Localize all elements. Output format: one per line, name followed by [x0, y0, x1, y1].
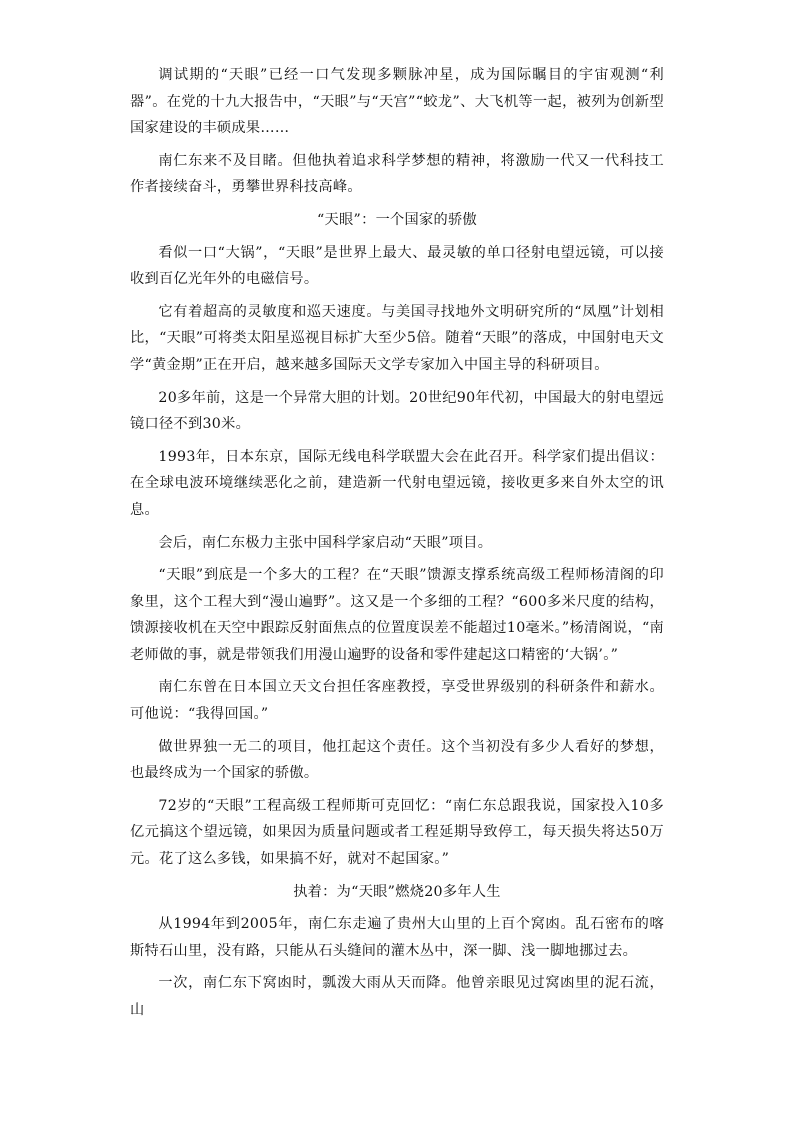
paragraph: 调试期的“天眼”已经一口气发现多颗脉冲星，成为国际瞩目的宇宙观测“利器”。在党的十九大报告中，“天眼”与“天宫”“蛟龙”、大飞机等一起，被列为创新型国家建设的丰硕成果…… — [130, 67, 664, 137]
paragraph: “天眼”到底是一个多大的工程？在“天眼”馈源支撑系统高级工程师杨清阁的印象里，这个工程大到“漫山遍野”。这又是一个多细的工程？“600多米尺度的结构，馈源接收机在天空中跟踪反射面焦点的位置度误差不能超过10毫米。”杨清阁说，“南老师做的事，就是带领我们用漫山遍野的设备和零件建起这口精密的‘大锅’。” — [130, 567, 664, 663]
paragraph: 南仁东来不及目睹。但他执着追求科学梦想的精神，将激励一代又一代科技工作者接续奋斗，勇攀世界科技高峰。 — [130, 152, 664, 196]
section-heading: “天眼”：一个国家的骄傲 — [317, 211, 477, 228]
paragraph: 72岁的“天眼”工程高级工程师斯可克回忆：“南仁东总跟我说，国家投入10多亿元搞这个望远镜，如果因为质量问题或者工程延期导致停工，每天损失将达50万元。花了这么多钱，如果搞不好，就对不起国家。” — [130, 797, 664, 868]
paragraph: 从1994年到2005年，南仁东走遍了贵州大山里的上百个窝凼。乱石密布的喀斯特石山里，没有路，只能从石头缝间的灌木丛中，深一脚、浅一脚地挪过去。 — [130, 916, 664, 959]
paragraph: 它有着超高的灵敏度和巡天速度。与美国寻找地外文明研究所的“凤凰”计划相比，“天眼”可将类太阳星巡视目标扩大至少5倍。随着“天眼”的落成，中国射电天文学“黄金期”正在开启，越来越多国际天文学专家加入中国主导的科研项目。 — [130, 303, 664, 373]
paragraph: 南仁东曾在日本国立天文台担任客座教授，享受世界级别的科研条件和薪水。可他说：“我得回国。” — [130, 679, 664, 723]
paragraph: 20多年前，这是一个异常大胆的计划。20世纪90年代初，中国最大的射电望远镜口径不到30米。 — [130, 389, 664, 433]
paragraph: 会后，南仁东极力主张中国科学家启动“天眼”项目。 — [158, 534, 493, 551]
section-heading: 执着：为“天眼”燃烧20多年人生 — [293, 883, 501, 900]
paragraph: 1993年，日本东京，国际无线电科学联盟大会在此召开。科学家们提出倡议：在全球电波环境继续恶化之前，建造新一代射电望远镜，接收更多来自外太空的讯息。 — [130, 448, 664, 518]
paragraph: 一次，南仁东下窝凼时，瓢泼大雨从天而降。他曾亲眼见过窝凼里的泥石流，山 — [130, 975, 664, 1018]
paragraph: 做世界独一无二的项目，他扛起这个责任。这个当初没有多少人看好的梦想，也最终成为一个国家的骄傲。 — [130, 738, 664, 782]
article-body — [130, 62, 664, 1030]
paragraph: 看似一口“大锅”，“天眼”是世界上最大、最灵敏的单口径射电望远镜，可以接收到百亿光年外的电磁信号。 — [130, 244, 664, 288]
